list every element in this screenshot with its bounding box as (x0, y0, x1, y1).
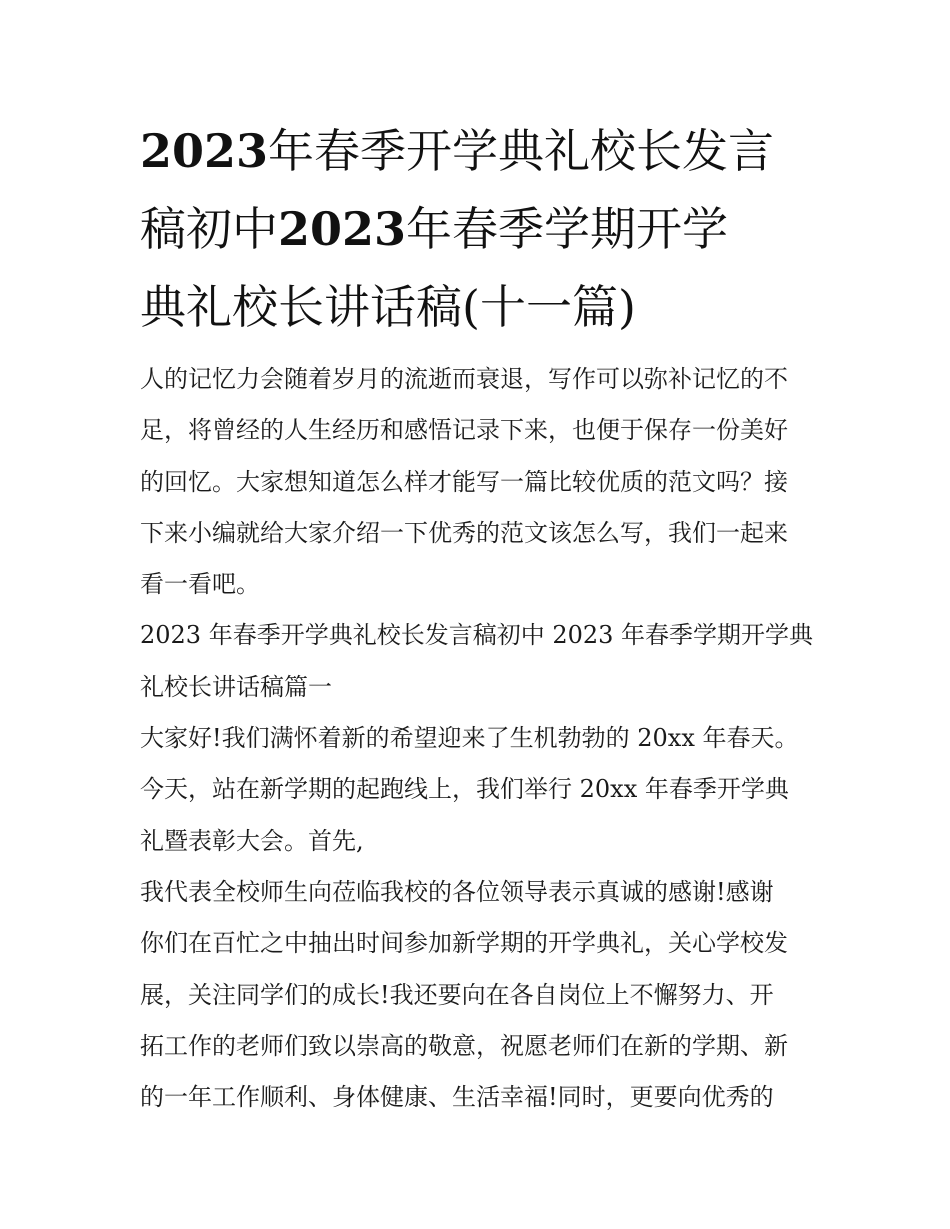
body-line: 今天，站在新学期的起跑线上，我们举行 20xx 年春季开学典 (140, 775, 789, 804)
title-text: 稿初中 (140, 202, 278, 256)
body-line: 的一年工作顺利、身体健康、生活幸福!同时，更要向优秀的 (140, 1083, 774, 1112)
title-line (140, 190, 830, 268)
title-text: 典礼校长讲话稿(十一篇) (140, 280, 636, 334)
body-line: 拓工作的老师们致以崇高的敬意，祝愿老师们在新的学期、新 (140, 1031, 788, 1060)
section-heading-line: 礼校长讲话稿篇一 (140, 672, 332, 701)
body-line: 你们在百忙之中抽出时间参加新学期的开学典礼，关心学校发 (140, 929, 788, 958)
body-line: 下来小编就给大家介绍一下优秀的范文该怎么写，我们一起来 (140, 518, 788, 547)
section-heading-line: 2023 年春季开学典礼校长发言稿初中 2023 年春季学期开学典 (140, 621, 814, 650)
body-line: 我代表全校师生向莅临我校的各位领导表示真诚的感谢!感谢 (140, 877, 774, 906)
body-line: 人的记忆力会随着岁月的流逝而衰退，写作可以弥补记忆的不 (140, 365, 788, 393)
body-line: 的回忆。大家想知道怎么样才能写一篇比较优质的范文吗？接 (140, 467, 788, 496)
title-text: 年春季开学典礼校长发言 (268, 124, 775, 178)
document-body (140, 354, 830, 1123)
body-line: 看一看吧。 (140, 570, 260, 599)
body-line: 礼暨表彰大会。首先, (140, 826, 364, 855)
document-title (140, 112, 830, 346)
body-line: 足，将曾经的人生经历和感悟记录下来，也便于保存一份美好 (140, 416, 788, 445)
title-text: 年春季学期开学 (406, 202, 729, 256)
title-line (140, 112, 830, 190)
body-line: 大家好!我们满怀着新的希望迎来了生机勃勃的 20xx 年春天。 (140, 724, 799, 753)
title-year: 2023 (278, 202, 407, 256)
body-line: 展，关注同学们的成长!我还要向在各自岗位上不懈努力、开 (140, 980, 774, 1009)
title-line (140, 268, 830, 346)
title-year: 2023 (140, 124, 269, 178)
